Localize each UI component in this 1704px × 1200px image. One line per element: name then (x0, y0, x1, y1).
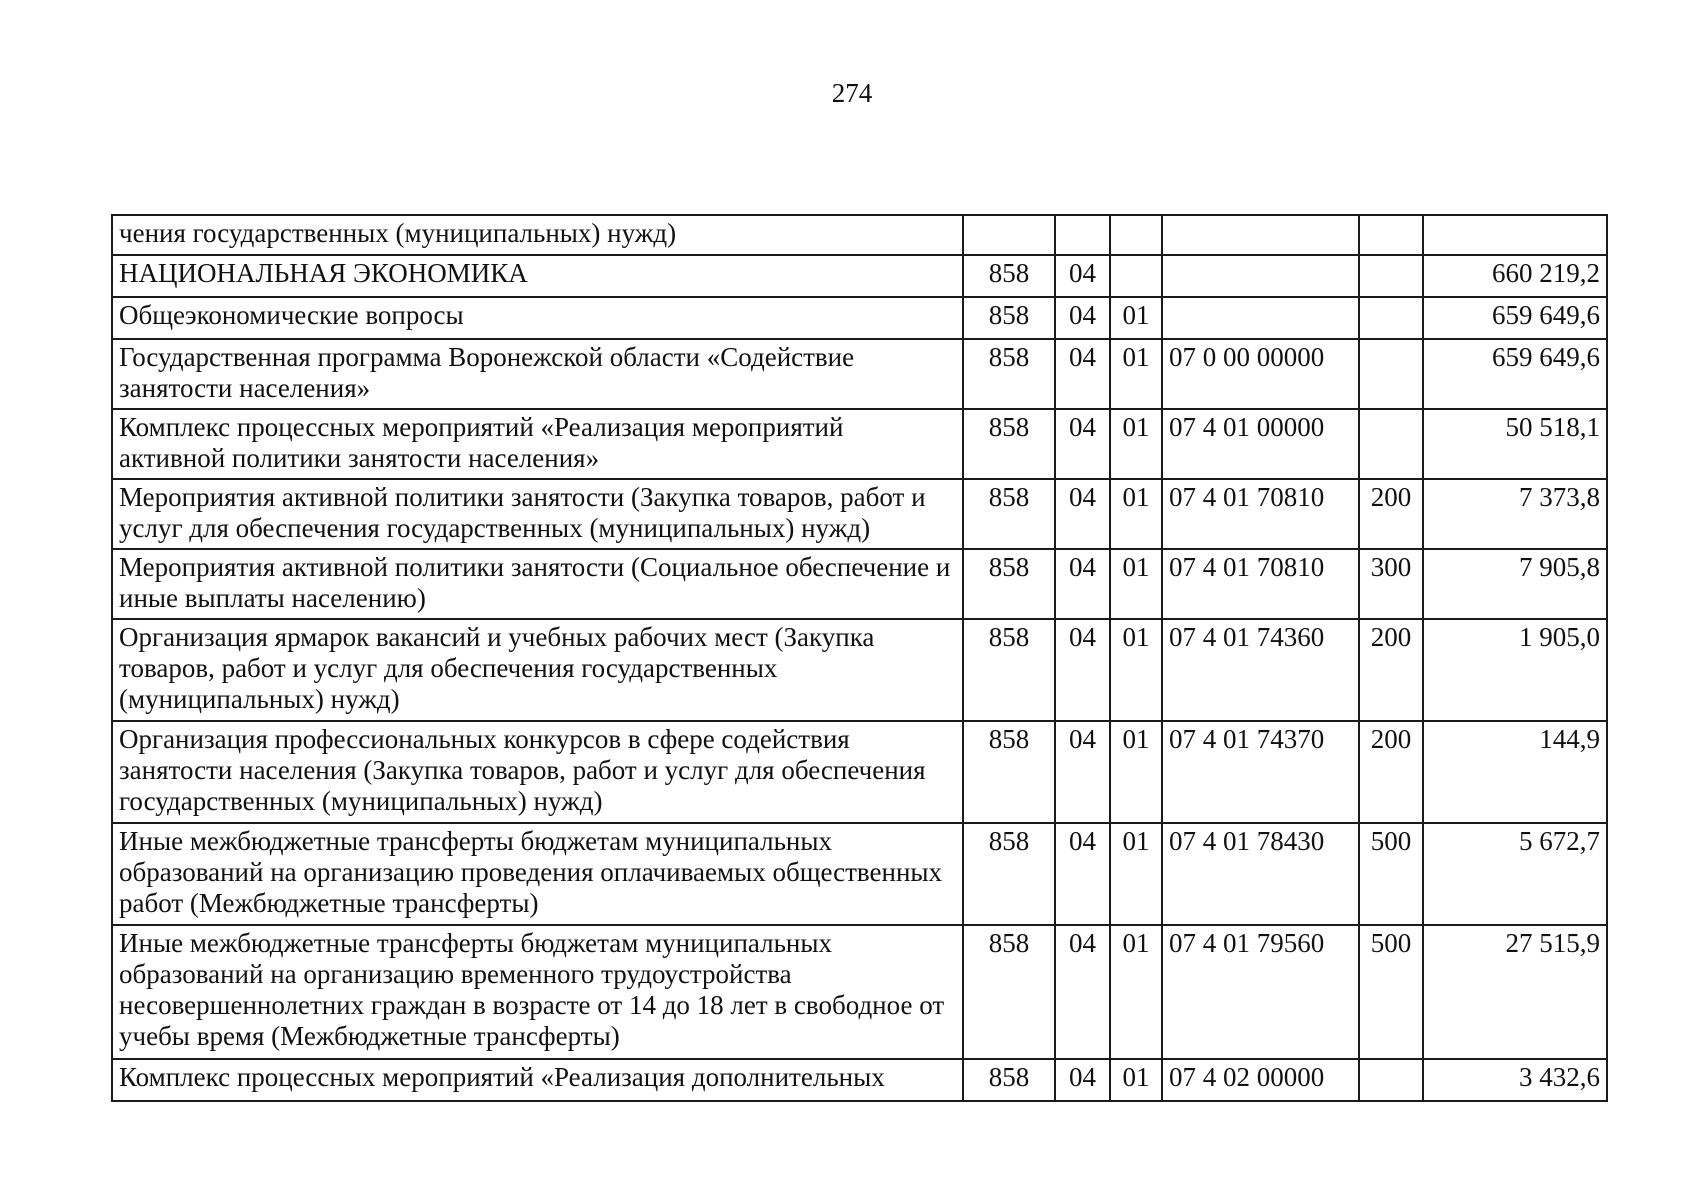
target-article-code: 07 4 02 00000 (1162, 1059, 1359, 1101)
item-name: Организация ярмарок вакансий и учебных рабочих мест (Закупка товаров, работ и услуг для обеспечения государственных (муниципальных) нужд) (112, 619, 963, 721)
section-code: 04 (1055, 297, 1110, 339)
subsection-code: 01 (1110, 925, 1162, 1059)
expense-type-code: 500 (1359, 823, 1423, 925)
section-code: 04 (1055, 721, 1110, 823)
amount: 5 672,7 (1423, 823, 1607, 925)
section-code: 04 (1055, 619, 1110, 721)
section-code: 04 (1055, 549, 1110, 619)
table-row (112, 549, 1607, 619)
target-article-code: 07 4 01 70810 (1162, 479, 1359, 549)
budget-table (111, 214, 1608, 1102)
item-name: чения государственных (муниципальных) нужд) (112, 215, 963, 255)
section-code: 04 (1055, 255, 1110, 297)
subsection-code: 01 (1110, 619, 1162, 721)
table-row (112, 409, 1607, 479)
expense-type-code (1359, 1059, 1423, 1101)
section-code: 04 (1055, 823, 1110, 925)
amount (1423, 215, 1607, 255)
subsection-code: 01 (1110, 297, 1162, 339)
expense-type-code (1359, 409, 1423, 479)
table-row (112, 297, 1607, 339)
subsection-code: 01 (1110, 339, 1162, 409)
expense-type-code: 200 (1359, 479, 1423, 549)
subsection-code: 01 (1110, 479, 1162, 549)
item-name: Государственная программа Воронежской области «Содействие занятости населения» (112, 339, 963, 409)
ministry-code: 858 (963, 255, 1055, 297)
expense-type-code (1359, 255, 1423, 297)
page-number: 274 (831, 78, 873, 108)
subsection-code (1110, 215, 1162, 255)
subsection-code (1110, 255, 1162, 297)
expense-type-code (1359, 215, 1423, 255)
subsection-code: 01 (1110, 1059, 1162, 1101)
table-row (112, 215, 1607, 255)
target-article-code (1162, 297, 1359, 339)
target-article-code: 07 4 01 74370 (1162, 721, 1359, 823)
section-code: 04 (1055, 925, 1110, 1059)
section-code (1055, 215, 1110, 255)
expense-type-code: 300 (1359, 549, 1423, 619)
subsection-code: 01 (1110, 409, 1162, 479)
item-name: Комплекс процессных мероприятий «Реализация мероприятий активной политики занятости населения» (112, 409, 963, 479)
expense-type-code: 200 (1359, 721, 1423, 823)
ministry-code (963, 215, 1055, 255)
table-row (112, 479, 1607, 549)
target-article-code (1162, 215, 1359, 255)
amount: 27 515,9 (1423, 925, 1607, 1059)
section-code: 04 (1055, 479, 1110, 549)
expense-type-code (1359, 339, 1423, 409)
item-name: Общеэкономические вопросы (112, 297, 963, 339)
item-name: Комплекс процессных мероприятий «Реализация дополнительных (112, 1059, 963, 1101)
subsection-code: 01 (1110, 721, 1162, 823)
ministry-code: 858 (963, 409, 1055, 479)
ministry-code: 858 (963, 339, 1055, 409)
amount: 1 905,0 (1423, 619, 1607, 721)
item-name: НАЦИОНАЛЬНАЯ ЭКОНОМИКА (112, 255, 963, 297)
target-article-code: 07 0 00 00000 (1162, 339, 1359, 409)
target-article-code: 07 4 01 70810 (1162, 549, 1359, 619)
amount: 7 373,8 (1423, 479, 1607, 549)
item-name: Иные межбюджетные трансферты бюджетам муниципальных образований на организацию временного трудоустройства несовершеннолетних граждан в возрасте от 14 до 18 лет в свободное от учебы время (Межбюджетные трансферты) (112, 925, 963, 1059)
section-code: 04 (1055, 409, 1110, 479)
table-row (112, 721, 1607, 823)
amount: 659 649,6 (1423, 339, 1607, 409)
table-row (112, 823, 1607, 925)
item-name: Мероприятия активной политики занятости (Социальное обеспечение и иные выплаты населению) (112, 549, 963, 619)
ministry-code: 858 (963, 479, 1055, 549)
table-row (112, 619, 1607, 721)
amount: 7 905,8 (1423, 549, 1607, 619)
table-row (112, 925, 1607, 1059)
amount: 50 518,1 (1423, 409, 1607, 479)
amount: 660 219,2 (1423, 255, 1607, 297)
ministry-code: 858 (963, 1059, 1055, 1101)
expense-type-code: 200 (1359, 619, 1423, 721)
table-row (112, 1059, 1607, 1101)
ministry-code: 858 (963, 619, 1055, 721)
table-row (112, 339, 1607, 409)
subsection-code: 01 (1110, 549, 1162, 619)
ministry-code: 858 (963, 925, 1055, 1059)
target-article-code: 07 4 01 78430 (1162, 823, 1359, 925)
table-row (112, 255, 1607, 297)
ministry-code: 858 (963, 823, 1055, 925)
ministry-code: 858 (963, 297, 1055, 339)
expense-type-code (1359, 297, 1423, 339)
item-name: Организация профессиональных конкурсов в сфере содействия занятости населения (Закупка товаров, работ и услуг для обеспечения государственных (муниципальных) нужд) (112, 721, 963, 823)
ministry-code: 858 (963, 549, 1055, 619)
section-code: 04 (1055, 339, 1110, 409)
target-article-code (1162, 255, 1359, 297)
target-article-code: 07 4 01 00000 (1162, 409, 1359, 479)
item-name: Иные межбюджетные трансферты бюджетам муниципальных образований на организацию проведения оплачиваемых общественных работ (Межбюджетные трансферты) (112, 823, 963, 925)
amount: 144,9 (1423, 721, 1607, 823)
ministry-code: 858 (963, 721, 1055, 823)
amount: 3 432,6 (1423, 1059, 1607, 1101)
item-name: Мероприятия активной политики занятости (Закупка товаров, работ и услуг для обеспечения государственных (муниципальных) нужд) (112, 479, 963, 549)
expense-type-code: 500 (1359, 925, 1423, 1059)
section-code: 04 (1055, 1059, 1110, 1101)
subsection-code: 01 (1110, 823, 1162, 925)
amount: 659 649,6 (1423, 297, 1607, 339)
target-article-code: 07 4 01 74360 (1162, 619, 1359, 721)
target-article-code: 07 4 01 79560 (1162, 925, 1359, 1059)
